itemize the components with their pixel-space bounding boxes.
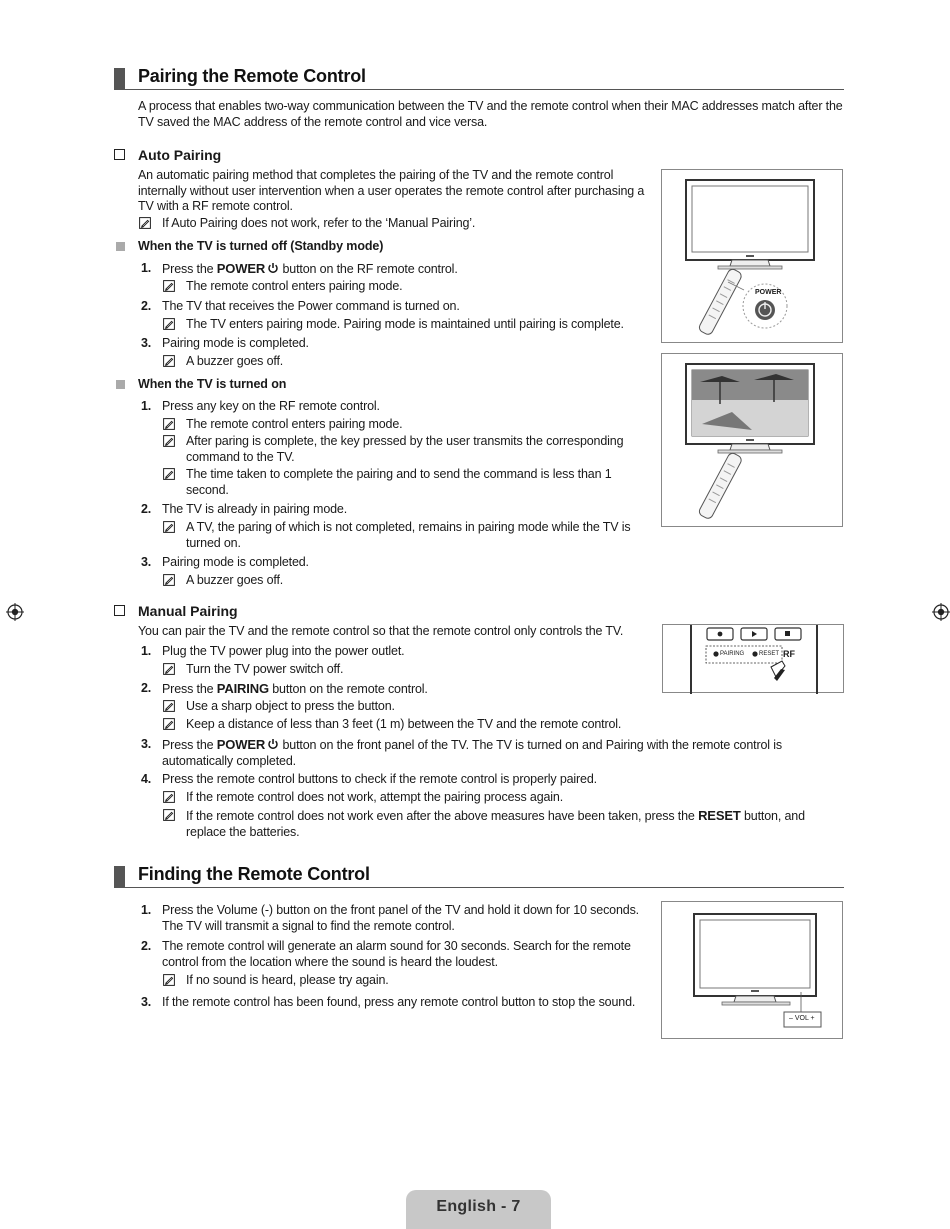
note: Keep a distance of less than 3 feet (1 m) between the TV and the remote control. xyxy=(186,717,656,733)
heading-bar xyxy=(114,68,125,89)
note: A buzzer goes off. xyxy=(186,354,656,370)
page-number-tab xyxy=(406,1190,551,1229)
note-icon xyxy=(163,418,175,430)
tv-illustration xyxy=(662,170,844,344)
power-icon xyxy=(267,738,279,750)
note-icon xyxy=(163,521,175,533)
manual-pairing-desc: You can pair the TV and the remote control so that the remote control only controls the TV. xyxy=(138,624,624,638)
note-icon xyxy=(163,468,175,480)
note: Use a sharp object to press the button. xyxy=(186,699,646,715)
vol-label: – VOL + xyxy=(789,1015,815,1022)
note: The time taken to complete the pairing and to send the command is less than 1 second. xyxy=(186,467,631,498)
note: If no sound is heard, please try again. xyxy=(186,973,646,989)
pairing-label: PAIRING xyxy=(720,651,745,657)
note-icon xyxy=(163,974,175,986)
section-heading-pairing xyxy=(114,66,844,90)
figure-tv-on-remote xyxy=(661,353,843,527)
tv-illustration xyxy=(662,902,844,1040)
registration-mark-icon xyxy=(932,603,950,621)
step-item: 1. Plug the TV power plug into the power outlet. xyxy=(141,644,405,658)
step-item: 2. The TV is already in pairing mode. xyxy=(141,502,348,516)
note: The remote control enters pairing mode. xyxy=(186,279,656,295)
condition-heading-standby: When the TV is turned off (Standby mode) xyxy=(138,239,383,253)
step-item: 1. Press the POWER button on the RF remote control. xyxy=(141,261,458,276)
figure-tv-power-remote xyxy=(661,169,843,343)
step-item: 2. The TV that receives the Power command is turned on. xyxy=(141,299,460,313)
note-icon xyxy=(163,574,175,586)
note-icon xyxy=(163,318,175,330)
figure-tv-volume xyxy=(661,901,843,1039)
auto-pairing-desc: An automatic pairing method that completes the pairing of the TV and the remote control internally without user intervention when a user operates the remote control after purchasing a TV with a RF remote control. xyxy=(138,168,645,213)
note: A buzzer goes off. xyxy=(186,573,646,589)
note-icon xyxy=(139,217,151,229)
condition-heading-turned-on: When the TV is turned on xyxy=(138,377,286,391)
step-item: 3. Pairing mode is completed. xyxy=(141,555,309,569)
note-icon xyxy=(163,355,175,367)
step-item: 2. The remote control will generate an alarm sound for 30 seconds. Search for the remote control from the location where the sound is heard the loudest. xyxy=(141,939,631,969)
remote-buttons-illustration xyxy=(663,625,845,694)
bullet-square-icon xyxy=(116,380,125,389)
note: If the remote control does not work, attempt the pairing process again. xyxy=(186,790,806,806)
note-icon xyxy=(163,809,175,821)
note: The TV enters pairing mode. Pairing mode is maintained until pairing is complete. xyxy=(186,317,656,333)
subheading-auto-pairing: Auto Pairing xyxy=(138,147,221,163)
note-icon xyxy=(163,791,175,803)
section-title: Finding the Remote Control xyxy=(138,864,370,884)
step-item: 2. Press the PAIRING button on the remote control. xyxy=(141,681,428,696)
figure-remote-pairing-buttons xyxy=(662,624,844,693)
note-icon xyxy=(163,718,175,730)
step-item: 3. If the remote control has been found, press any remote control button to stop the sound. xyxy=(141,995,636,1009)
note-icon xyxy=(163,700,175,712)
note-icon xyxy=(163,663,175,675)
step-item: 4. Press the remote control buttons to check if the remote control is properly paired. xyxy=(141,772,597,786)
page-number: English - 7 xyxy=(436,1198,521,1215)
note: A TV, the paring of which is not completed, remains in pairing mode while the TV is turned on. xyxy=(186,520,646,551)
registration-mark-icon xyxy=(6,603,24,621)
step-item: 1. Press any key on the RF remote control. xyxy=(141,399,380,413)
checkbox-square-icon xyxy=(114,605,125,616)
section-title: Pairing the Remote Control xyxy=(138,66,366,86)
note: After paring is complete, the key pressed by the user transmits the corresponding command to the TV. xyxy=(186,434,646,465)
power-label: POWER xyxy=(755,289,782,296)
rf-label: RF xyxy=(783,649,795,659)
step-item: 3. Pairing mode is completed. xyxy=(141,336,309,350)
checkbox-square-icon xyxy=(114,149,125,160)
note-icon xyxy=(163,435,175,447)
subheading-manual-pairing: Manual Pairing xyxy=(138,603,238,619)
note: If the remote control does not work even after the above measures have been taken, press the RESET button, and replace the batteries. xyxy=(186,808,816,840)
heading-bar xyxy=(114,866,125,887)
step-item: 1. Press the Volume (-) button on the front panel of the TV and hold it down for 10 seconds. The TV will transmit a signal to find the remote control. xyxy=(141,903,639,933)
reset-label: RESET xyxy=(759,651,780,657)
note: The remote control enters pairing mode. xyxy=(186,417,646,433)
note: If Auto Pairing does not work, refer to the ‘Manual Pairing’. xyxy=(162,216,652,232)
power-icon xyxy=(267,262,279,274)
tv-illustration xyxy=(662,354,844,528)
intro-paragraph: A process that enables two-way communication between the TV and the remote control when their MAC addresses match after the TV saved the MAC address of the remote control and vice versa. xyxy=(138,99,843,129)
bullet-square-icon xyxy=(116,242,125,251)
section-heading-finding xyxy=(114,864,844,888)
step-item: 3. Press the POWER button on the front panel of the TV. The TV is turned on and Pairing with the remote control is automatically completed. xyxy=(141,737,782,768)
note-icon xyxy=(163,280,175,292)
note: Turn the TV power switch off. xyxy=(186,662,646,678)
